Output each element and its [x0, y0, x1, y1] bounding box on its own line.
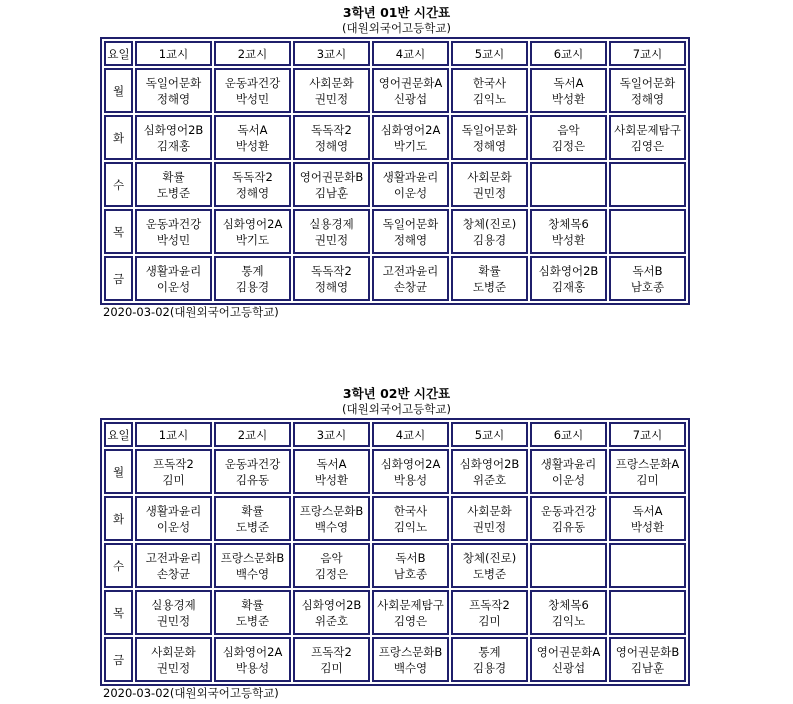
teacher-label: 손창균 — [156, 566, 191, 581]
header-period-cell: 2교시 — [214, 41, 291, 66]
day-cell: 금 — [104, 637, 133, 682]
subject-label: 운동과건강 — [224, 456, 281, 471]
teacher-label: 김유동 — [235, 472, 270, 487]
teacher-label: 정해영 — [630, 91, 665, 106]
subject-label: 운동과건강 — [540, 503, 597, 518]
subject-label: 심화영어2A — [222, 216, 283, 231]
class-cell — [135, 637, 212, 682]
class-cell — [451, 209, 528, 254]
class-cell — [609, 449, 686, 494]
teacher-label: 백수영 — [393, 660, 428, 675]
class-cell — [530, 637, 607, 682]
teacher-label: 권민정 — [314, 91, 349, 106]
class-cell — [214, 637, 291, 682]
class-cell — [214, 68, 291, 113]
subject-label: 프독작2 — [311, 644, 352, 659]
class-cell — [451, 543, 528, 588]
teacher-label: 정해영 — [393, 232, 428, 247]
subject-label: 독서A — [316, 456, 347, 471]
table-row — [104, 256, 686, 301]
teacher-label: 김미 — [478, 613, 501, 628]
subject-label: 창체목6 — [548, 597, 589, 612]
class-cell — [530, 209, 607, 254]
table-row — [104, 637, 686, 682]
subject-label: 독일어문화 — [145, 75, 202, 90]
subject-label: 프랑스문화B — [378, 644, 443, 659]
class-cell — [530, 256, 607, 301]
class-cell — [214, 115, 291, 160]
teacher-label: 김재홍 — [551, 279, 586, 294]
teacher-label: 김익노 — [472, 91, 507, 106]
subject-label: 심화영어2B — [143, 122, 204, 137]
header-period-cell: 4교시 — [372, 422, 449, 447]
timetable-title: 3학년 02반 시간표 — [342, 386, 451, 401]
subject-label: 독서B — [632, 263, 663, 278]
class-cell — [372, 449, 449, 494]
teacher-label: 박성민 — [156, 232, 191, 247]
class-cell — [372, 496, 449, 541]
class-cell — [372, 256, 449, 301]
teacher-label: 이운성 — [156, 279, 191, 294]
table-row — [104, 543, 686, 588]
teacher-label: 남호종 — [630, 279, 665, 294]
class-cell — [135, 115, 212, 160]
class-cell — [530, 590, 607, 635]
subject-label: 한국사 — [472, 75, 507, 90]
subject-label: 영어권문화A — [536, 644, 601, 659]
class-cell — [372, 543, 449, 588]
subject-label: 창체목6 — [548, 216, 589, 231]
subject-label: 생활과윤리 — [145, 263, 202, 278]
teacher-label: 김영은 — [630, 138, 665, 153]
teacher-label: 위준호 — [314, 613, 349, 628]
class-cell — [451, 162, 528, 207]
teacher-label: 박성민 — [235, 91, 270, 106]
subject-label: 실용경제 — [309, 216, 354, 231]
teacher-label: 도병준 — [235, 613, 270, 628]
subject-label: 사회문제탐구 — [614, 122, 681, 137]
class-cell — [293, 637, 370, 682]
subject-label: 영어권문화A — [378, 75, 443, 90]
teacher-label: 박성환 — [630, 519, 665, 534]
teacher-label: 김용경 — [472, 660, 507, 675]
subject-label: 심화영어2A — [380, 122, 441, 137]
timetable-grid — [100, 37, 690, 305]
subject-label: 확률 — [162, 169, 185, 184]
subject-label: 독독작2 — [311, 263, 352, 278]
footer-date: 2020-03-02(대원외국어고등학교) — [103, 305, 279, 319]
class-cell — [214, 590, 291, 635]
subject-label: 독서A — [553, 75, 584, 90]
class-cell — [372, 590, 449, 635]
class-cell — [135, 162, 212, 207]
teacher-label: 정해영 — [314, 138, 349, 153]
subject-label: 고전과윤리 — [382, 263, 439, 278]
teacher-label: 김유동 — [551, 519, 586, 534]
class-cell — [451, 256, 528, 301]
teacher-label: 김정은 — [551, 138, 586, 153]
subject-label: 사회문제탐구 — [377, 597, 444, 612]
subject-label: 사회문화 — [467, 503, 512, 518]
teacher-label: 도병준 — [472, 566, 507, 581]
header-period-cell: 5교시 — [451, 422, 528, 447]
header-day-cell: 요일 — [104, 41, 133, 66]
header-row — [104, 41, 686, 66]
teacher-label: 이운성 — [156, 519, 191, 534]
teacher-label: 김남훈 — [314, 185, 349, 200]
subject-label: 프독작2 — [469, 597, 510, 612]
subject-label: 운동과건강 — [224, 75, 281, 90]
day-cell: 목 — [104, 209, 133, 254]
header-period-cell: 3교시 — [293, 422, 370, 447]
subject-label: 창체(진로) — [462, 216, 517, 231]
class-cell — [293, 449, 370, 494]
teacher-label: 권민정 — [156, 660, 191, 675]
subject-label: 독일어문화 — [619, 75, 676, 90]
header-period-cell: 7교시 — [609, 41, 686, 66]
teacher-label: 박기도 — [393, 138, 428, 153]
subject-label: 고전과윤리 — [145, 550, 202, 565]
teacher-label: 김익노 — [393, 519, 428, 534]
subject-label: 운동과건강 — [145, 216, 202, 231]
subject-label: 통계 — [478, 644, 501, 659]
class-cell — [214, 449, 291, 494]
teacher-label: 김남훈 — [630, 660, 665, 675]
class-cell — [372, 115, 449, 160]
class-cell — [135, 543, 212, 588]
teacher-label: 김미 — [636, 472, 659, 487]
subject-label: 음악 — [557, 122, 580, 137]
class-cell — [530, 68, 607, 113]
day-cell: 금 — [104, 256, 133, 301]
class-cell — [214, 543, 291, 588]
class-cell — [214, 496, 291, 541]
teacher-label: 도병준 — [472, 279, 507, 294]
subject-label: 창체(진로) — [462, 550, 517, 565]
subject-label: 심화영어2A — [222, 644, 283, 659]
header-period-cell: 1교시 — [135, 422, 212, 447]
teacher-label: 박성환 — [551, 91, 586, 106]
teacher-label: 박용성 — [235, 660, 270, 675]
class-cell — [293, 543, 370, 588]
teacher-label: 권민정 — [472, 519, 507, 534]
subject-label: 한국사 — [393, 503, 428, 518]
subject-label: 사회문화 — [151, 644, 196, 659]
header-period-cell: 2교시 — [214, 422, 291, 447]
subject-label: 독서B — [395, 550, 426, 565]
footer-date: 2020-03-02(대원외국어고등학교) — [103, 686, 279, 700]
table-row — [104, 209, 686, 254]
class-cell — [530, 543, 607, 588]
subject-label: 심화영어2B — [538, 263, 599, 278]
teacher-label: 권민정 — [314, 232, 349, 247]
class-cell — [293, 496, 370, 541]
subject-label: 프독작2 — [153, 456, 194, 471]
header-period-cell: 5교시 — [451, 41, 528, 66]
class-cell — [451, 449, 528, 494]
class-cell — [609, 637, 686, 682]
header-period-cell: 1교시 — [135, 41, 212, 66]
subject-label: 독일어문화 — [461, 122, 518, 137]
teacher-label: 김재홍 — [156, 138, 191, 153]
teacher-label: 김익노 — [551, 613, 586, 628]
subject-label: 프랑스문화A — [615, 456, 680, 471]
teacher-label: 박성환 — [314, 472, 349, 487]
class-cell — [609, 256, 686, 301]
class-cell — [293, 68, 370, 113]
teacher-label: 박성환 — [551, 232, 586, 247]
class-cell — [293, 209, 370, 254]
table-row — [104, 449, 686, 494]
teacher-label: 이운성 — [551, 472, 586, 487]
class-cell — [451, 590, 528, 635]
teacher-label: 김미 — [320, 660, 343, 675]
class-cell — [293, 115, 370, 160]
class-cell — [214, 209, 291, 254]
teacher-label: 남호종 — [393, 566, 428, 581]
subject-label: 확률 — [241, 597, 264, 612]
class-cell — [609, 68, 686, 113]
class-cell — [372, 637, 449, 682]
header-period-cell: 4교시 — [372, 41, 449, 66]
class-cell — [293, 162, 370, 207]
teacher-label: 백수영 — [235, 566, 270, 581]
subject-label: 프랑스문화B — [220, 550, 285, 565]
day-cell: 화 — [104, 115, 133, 160]
header-period-cell: 7교시 — [609, 422, 686, 447]
class-cell — [451, 637, 528, 682]
teacher-label: 박용성 — [393, 472, 428, 487]
teacher-label: 백수영 — [314, 519, 349, 534]
teacher-label: 김용경 — [472, 232, 507, 247]
class-cell — [609, 590, 686, 635]
class-cell — [214, 256, 291, 301]
day-cell: 월 — [104, 68, 133, 113]
header-row — [104, 422, 686, 447]
class-cell — [530, 115, 607, 160]
class-cell — [609, 115, 686, 160]
day-cell: 월 — [104, 449, 133, 494]
teacher-label: 신광섭 — [393, 91, 428, 106]
class-cell — [609, 162, 686, 207]
teacher-label: 정해영 — [156, 91, 191, 106]
teacher-label: 김미 — [162, 472, 185, 487]
class-cell — [372, 209, 449, 254]
teacher-label: 박성환 — [235, 138, 270, 153]
class-cell — [293, 590, 370, 635]
table-row — [104, 68, 686, 113]
class-cell — [135, 449, 212, 494]
subject-label: 음악 — [320, 550, 343, 565]
class-cell — [372, 162, 449, 207]
class-cell — [135, 590, 212, 635]
class-cell — [609, 209, 686, 254]
class-cell — [530, 162, 607, 207]
subject-label: 독서A — [237, 122, 268, 137]
subject-label: 통계 — [241, 263, 264, 278]
subject-label: 심화영어2A — [380, 456, 441, 471]
teacher-label: 박기도 — [235, 232, 270, 247]
class-cell — [609, 496, 686, 541]
subject-label: 확률 — [241, 503, 264, 518]
teacher-label: 김영은 — [393, 613, 428, 628]
header-day-cell: 요일 — [104, 422, 133, 447]
subject-label: 영어권문화B — [615, 644, 680, 659]
class-cell — [609, 543, 686, 588]
subject-label: 심화영어2B — [301, 597, 362, 612]
class-cell — [214, 162, 291, 207]
teacher-label: 정해영 — [472, 138, 507, 153]
teacher-label: 도병준 — [156, 185, 191, 200]
class-cell — [135, 496, 212, 541]
teacher-label: 도병준 — [235, 519, 270, 534]
subject-label: 독일어문화 — [382, 216, 439, 231]
class-cell — [451, 115, 528, 160]
school-name: (대원외국어고등학교) — [342, 402, 451, 416]
day-cell: 목 — [104, 590, 133, 635]
class-cell — [135, 209, 212, 254]
table-row — [104, 590, 686, 635]
subject-label: 생활과윤리 — [145, 503, 202, 518]
teacher-label: 정해영 — [314, 279, 349, 294]
subject-label: 생활과윤리 — [540, 456, 597, 471]
school-name: (대원외국어고등학교) — [342, 21, 451, 35]
header-period-cell: 3교시 — [293, 41, 370, 66]
subject-label: 독독작2 — [232, 169, 273, 184]
teacher-label: 권민정 — [156, 613, 191, 628]
subject-label: 확률 — [478, 263, 501, 278]
timetable-grid — [100, 418, 690, 686]
teacher-label: 위준호 — [472, 472, 507, 487]
subject-label: 독독작2 — [311, 122, 352, 137]
class-cell — [135, 68, 212, 113]
subject-label: 독서A — [632, 503, 663, 518]
teacher-label: 김정은 — [314, 566, 349, 581]
teacher-label: 손창균 — [393, 279, 428, 294]
teacher-label: 김용경 — [235, 279, 270, 294]
subject-label: 프랑스문화B — [299, 503, 364, 518]
class-cell — [293, 256, 370, 301]
teacher-label: 권민정 — [472, 185, 507, 200]
day-cell: 수 — [104, 162, 133, 207]
header-period-cell: 6교시 — [530, 41, 607, 66]
class-cell — [451, 68, 528, 113]
class-cell — [135, 256, 212, 301]
day-cell: 수 — [104, 543, 133, 588]
subject-label: 심화영어2B — [459, 456, 520, 471]
table-row — [104, 162, 686, 207]
day-cell: 화 — [104, 496, 133, 541]
subject-label: 사회문화 — [309, 75, 354, 90]
class-cell — [530, 496, 607, 541]
timetable-title: 3학년 01반 시간표 — [342, 5, 451, 20]
teacher-label: 신광섭 — [551, 660, 586, 675]
table-row — [104, 496, 686, 541]
teacher-label: 정해영 — [235, 185, 270, 200]
table-row — [104, 115, 686, 160]
class-cell — [451, 496, 528, 541]
subject-label: 생활과윤리 — [382, 169, 439, 184]
class-cell — [530, 449, 607, 494]
class-cell — [372, 68, 449, 113]
subject-label: 영어권문화B — [299, 169, 364, 184]
teacher-label: 이운성 — [393, 185, 428, 200]
subject-label: 실용경제 — [151, 597, 196, 612]
header-period-cell: 6교시 — [530, 422, 607, 447]
subject-label: 사회문화 — [467, 169, 512, 184]
